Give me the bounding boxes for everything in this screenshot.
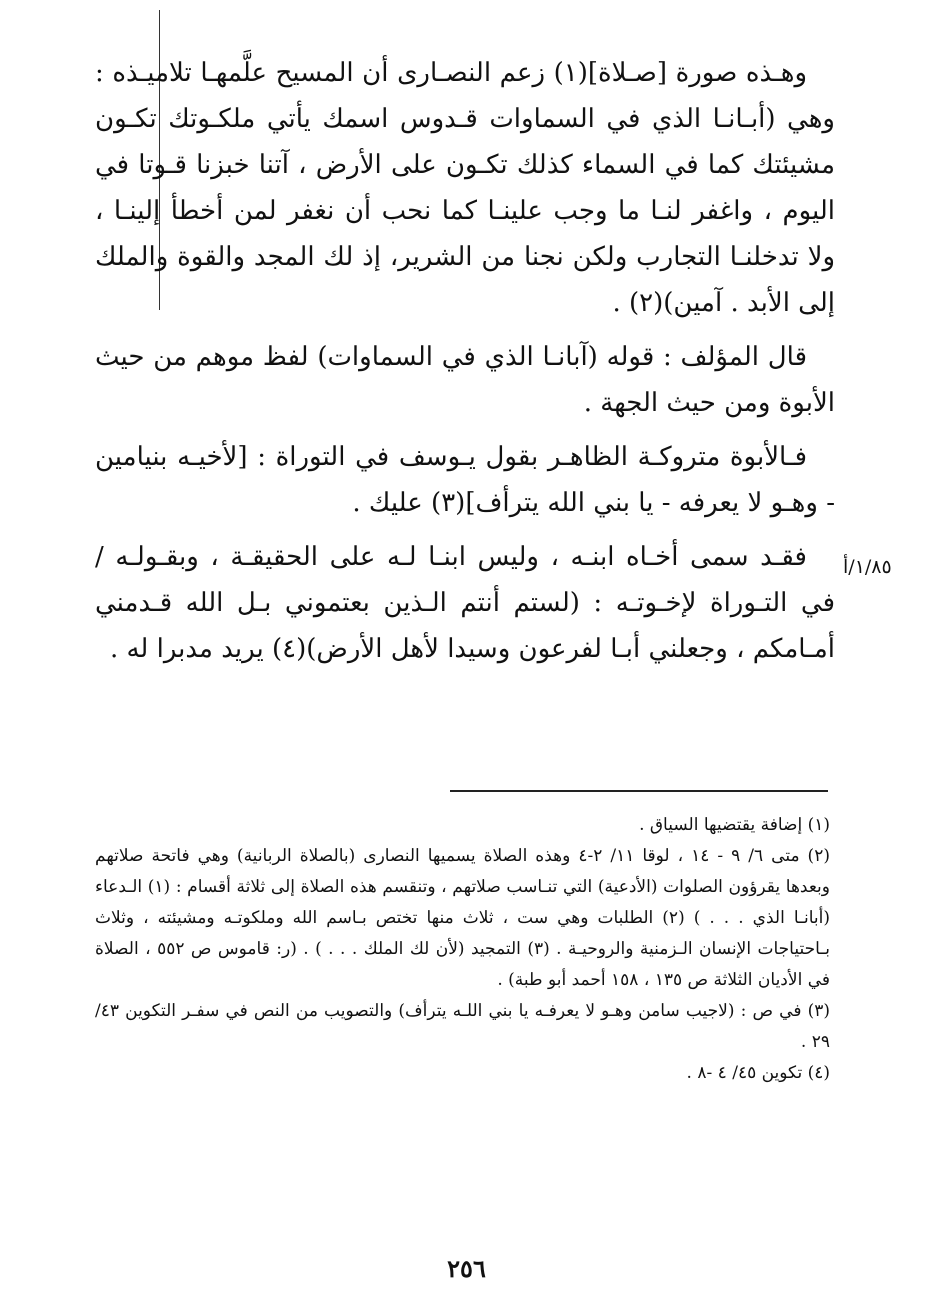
footnotes	[95, 810, 830, 1089]
manuscript-folio-note: ١/٨٥/أ	[843, 556, 892, 578]
footnote-4: (٤) تكوين ٤٥/ ٤ -٨ .	[686, 1063, 830, 1083]
page-number: ٢٥٦	[447, 1254, 486, 1283]
paragraph-fatherhood: فـالأبوة متروكـة الظاهـر بقول يـوسف في التوراة : [لأخيـه بنيامين - وهـو لا يعرفه - يا بني الله يترأف](٣) عليك .	[95, 442, 835, 518]
footnote-3: (٣) في ص : (لاجيب سامن وهـو لا يعرفـه يا بني اللـه يترأف) والتصويب من النص في سفـر التكوين ٤٣/ ٢٩ .	[95, 1001, 830, 1052]
paragraph-author-comment: قال المؤلف : قوله (آبانـا الذي في السماوات) لفظ موهم من حيث الأبوة ومن حيث الجهة .	[95, 342, 835, 418]
footnote-separator	[450, 790, 828, 792]
footnote-2: (٢) متى ٦/ ٩ - ١٤ ، لوقا ١١/ ٢-٤ وهذه الصلاة يسميها النصارى (بالصلاة الربانية) وهي فاتحة صلاتهم وبعدها يقرؤون الصلوات (الأدعية) التي تنـاسب صلاتهم ، وتنقسم هذه الصلاة إلى ثلاثة أقسام : (١) الـدعاء (أبانـا الذي . . . ) (٢) الطلبات وهي ست ، ثلاث منها تختص بـاسم الله وملكوتـه ومشيئته ، وثلاث بـاحتياجات الإنسان الـزمنية والروحيـة . (٣) التمجيد (لأن لك الملك . . . ) . (ر: قاموس ص ٥٥٢ ، الصلاة في الأديان الثلاثة ص ١٣٥ ، ١٥٨ أحمد أبو طبة) .	[95, 846, 831, 990]
main-text	[95, 50, 835, 680]
paragraph-brothers: فقـد سمى أخـاه ابنـه ، وليس ابنـا لـه على الحقيقـة ، وبقـولـه / في التـوراة لإخـوتـه : (لستم أنتم الـذين بعتموني بـل الله قـدمني أمـامكم ، وجعلني أبـا لفرعون وسيدا لأهل الأرض)(٤) يريد مدبرا له .	[95, 542, 835, 664]
footnote-1: (١) إضافة يقتضيها السياق .	[639, 815, 830, 835]
paragraph-prayer: وهـذه صورة [صـلاة](١) زعم النصـارى أن المسيح علَّمهـا تلاميـذه : وهي (أبـانـا الذي في السماوات قـدوس اسمك يأتي ملكـوتك تكـون مشيئتك كما في السماء كذلك تكـون على الأرض ، آتنا خبزنا قـوتا في اليوم ، واغفر لنـا ما وجب علينـا كما نحب أن نغفر لمن أخطأ إلينـا ، ولا تدخلنـا التجارب ولكن نجنا من الشرير، إذ لك المجد والقوة والملك إلى الأبد . آمين)(٢) .	[95, 58, 835, 318]
